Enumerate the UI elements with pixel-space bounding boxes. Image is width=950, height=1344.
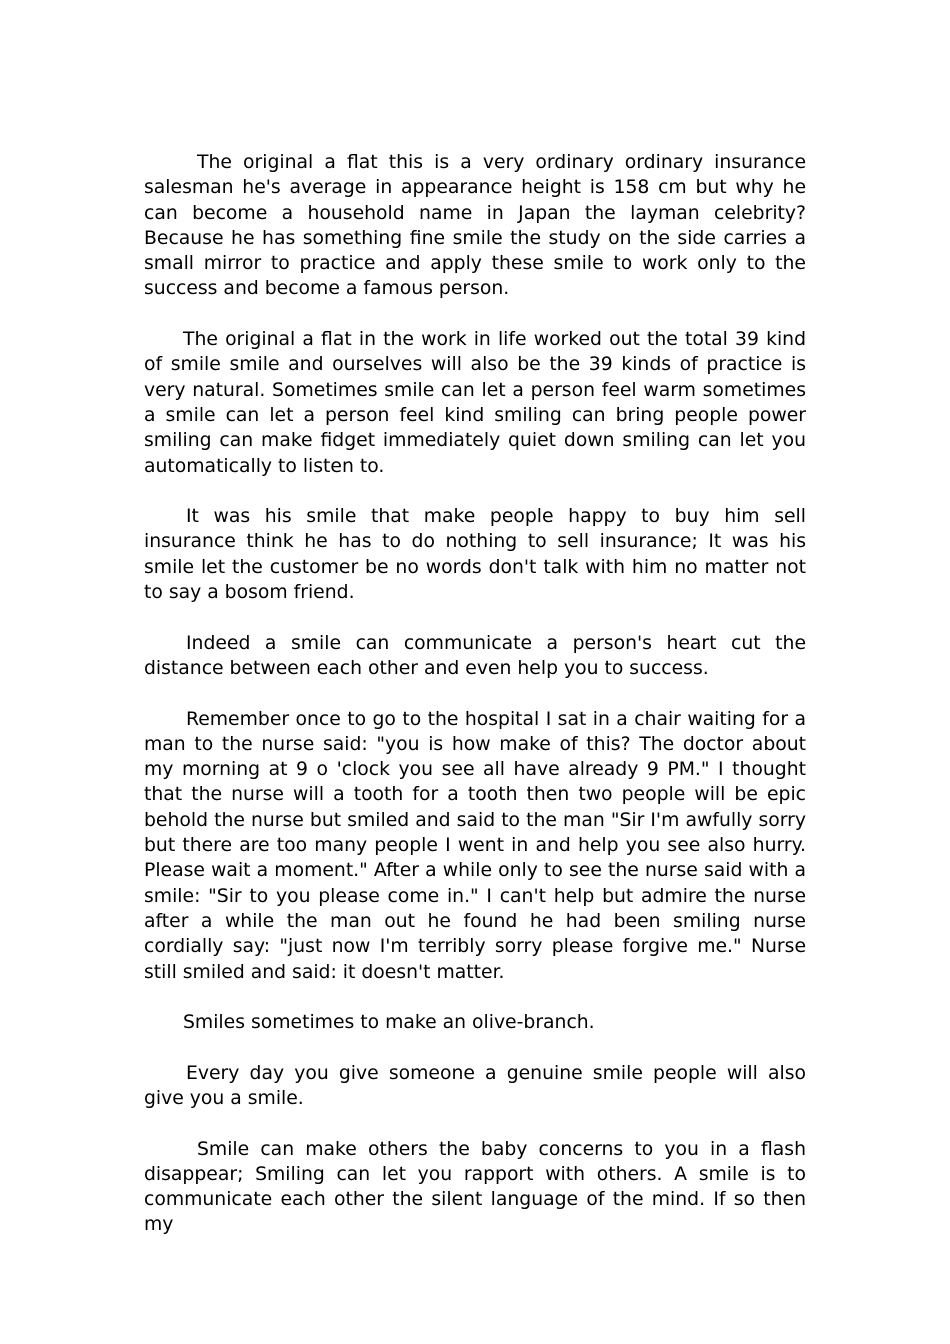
document-page: [144, 150, 806, 1263]
paragraph-4: Indeed a smile can communicate a person's heart cut the distance between each other and even help you to success.: [144, 632, 806, 679]
paragraph-5: Remember once to go to the hospital I sat in a chair waiting for a man to the nurse said: "you is how make of this? The doctor about my morning at 9 o 'clock you see all have already 9 PM." I thought that the nurse will a tooth for a tooth then two people will be epic behold the nurse but smiled and said to the man "Sir I'm awfully sorry but there are too many people I went in and help you see also hurry. Please wait a moment." After a while only to see the nurse said with a smile: "Sir to you please come in." I can't help but admire the nurse after a while the man out he found he had been smiling nurse cordially say: "just now I'm terribly sorry please forgive me." Nurse still smiled and said: it doesn't matter.: [144, 708, 806, 983]
paragraph-2: The original a flat in the work in life worked out the total 39 kind of smile smile and ourselves will also be the 39 kinds of practice is very natural. Sometimes smile can let a person feel warm sometimes a smile can let a person feel kind smiling can bring people power smiling can make fidget immediately quiet down smiling can let you automatically to listen to.: [144, 329, 806, 477]
paragraph-6: Smiles sometimes to make an olive-branch.: [183, 1012, 595, 1034]
paragraph-8: Smile can make others the baby concerns to you in a flash disappear; Smiling can let you rapport with others. A smile is to communicate each other the silent language of the mind. If so then my: [144, 1138, 806, 1236]
paragraph-7: Every day you give someone a genuine smile people will also give you a smile.: [144, 1062, 806, 1109]
paragraph-3: It was his smile that make people happy to buy him sell insurance think he has to do nothing to sell insurance; It was his smile let the customer be no words don't talk with him no matter not to say a bosom friend.: [144, 506, 806, 604]
paragraph-1: The original a flat this is a very ordinary ordinary insurance salesman he's average in appearance height is 158 cm but why he can become a household name in Japan the layman celebrity? Because he has something fine smile the study on the side carries a small mirror to practice and apply these smile to work only to the success and become a famous person.: [144, 152, 806, 300]
